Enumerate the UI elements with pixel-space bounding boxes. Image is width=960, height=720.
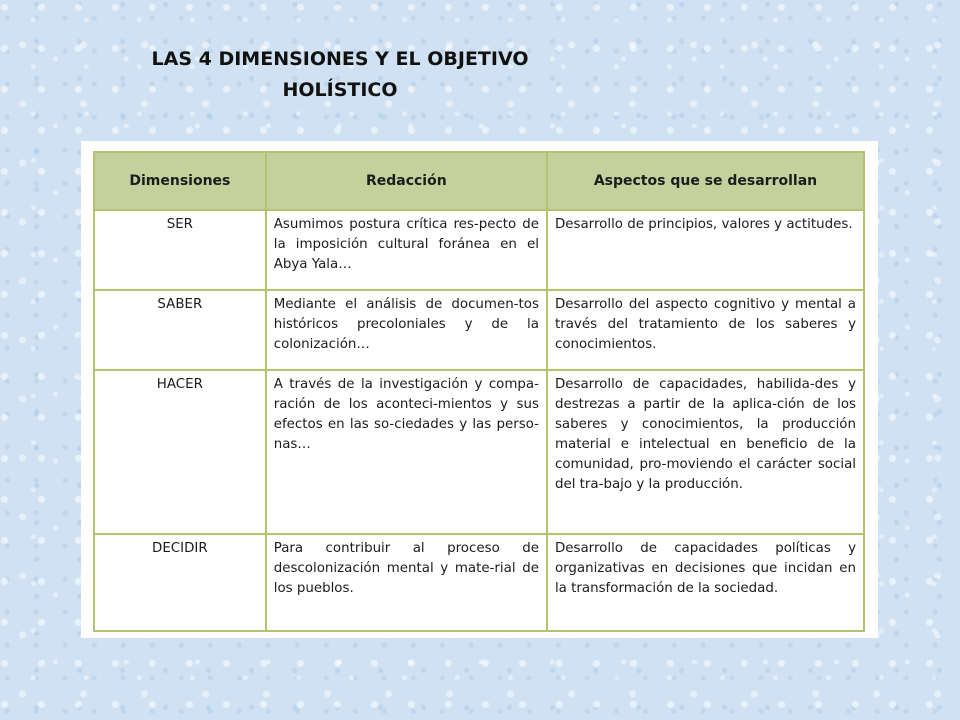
dimension-cell: DECIDIR <box>94 534 266 631</box>
table-row <box>94 290 864 370</box>
redaccion-cell: Para contribuir al proceso de descolonización mental y mate-rial de los pueblos. <box>266 534 547 631</box>
slide-title-line-2: HOLÍSTICO <box>282 79 398 101</box>
redaccion-cell: Asumimos postura crítica res-pecto de la imposición cultural foránea en el Abya Yala… <box>266 210 547 290</box>
aspectos-cell: Desarrollo de principios, valores y actitudes. <box>547 210 864 290</box>
slide-title <box>120 44 560 106</box>
redaccion-cell: Mediante el análisis de documen-tos históricos precoloniales y de la colonización… <box>266 290 547 370</box>
header-aspectos: Aspectos que se desarrollan <box>547 152 864 210</box>
dimensions-table <box>93 151 865 632</box>
redaccion-cell: A través de la investigación y compa-ración de los aconteci-mientos y sus efectos en las so-ciedades y las perso-nas… <box>266 370 547 534</box>
aspectos-cell: Desarrollo de capacidades políticas y organizativas en decisiones que incidan en la transformación de la sociedad. <box>547 534 864 631</box>
table-row <box>94 210 864 290</box>
header-redaccion: Redacción <box>266 152 547 210</box>
table-header-row <box>94 152 864 210</box>
header-dimensiones: Dimensiones <box>94 152 266 210</box>
aspectos-cell: Desarrollo de capacidades, habilida-des y destrezas a partir de la aplica-ción de los saberes y conocimientos, la producción material e intelectual en beneficio de la comunidad, pro-moviendo el carácter social del tra-bajo y la producción. <box>547 370 864 534</box>
dimension-cell: SABER <box>94 290 266 370</box>
aspectos-cell: Desarrollo del aspecto cognitivo y mental a través del tratamiento de los saberes y conocimientos. <box>547 290 864 370</box>
table-row <box>94 370 864 534</box>
dimension-cell: SER <box>94 210 266 290</box>
table-row <box>94 534 864 631</box>
table-panel <box>81 141 878 638</box>
dimension-cell: HACER <box>94 370 266 534</box>
slide-title-line-1: LAS 4 DIMENSIONES Y EL OBJETIVO <box>151 48 529 70</box>
